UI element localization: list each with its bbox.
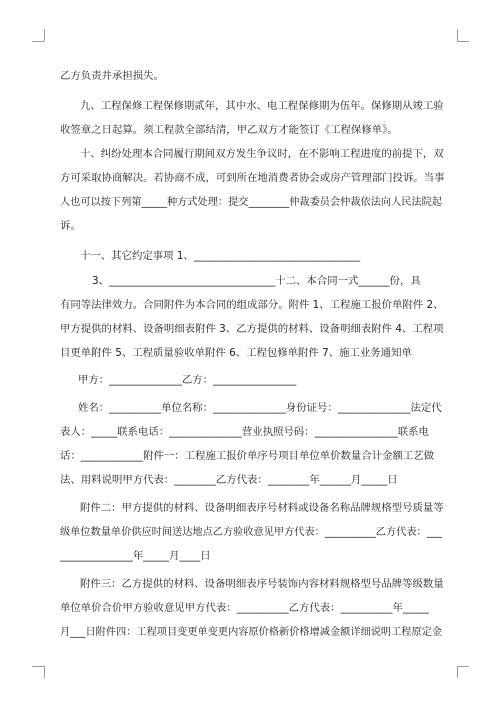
body-line-18: 附件二：甲方提供的材料、设备明细表序号材料或设备名称品牌规格型号质量等 [80, 502, 444, 514]
crop-mark-top-right-v [457, 29, 458, 41]
body-line-17: 法、用料说明甲方代表：________乙方代表：________年______月_____日 [60, 474, 398, 486]
crop-mark-bottom-right-v [457, 666, 458, 678]
crop-mark-top-left-v [44, 29, 45, 41]
body-line-8: 十一、其它约定事项 1、________________________________ [80, 250, 361, 262]
body-line-3: 收签章之日起算。须工程款全部结清，甲乙双方才能签订《工程保修单》。 [60, 124, 398, 136]
body-line-7: 诉。 [60, 220, 81, 232]
crop-mark-bottom-right-h [457, 666, 469, 667]
body-line-23: 月___日附件四：工程项目变更单变更内容原价格新价格增减金额详细说明工程原定金 [60, 627, 443, 638]
body-line-12: 目更单附件 5、工程质量验收单附件 6、工程包修单附件 7、施工业务通知单 [60, 347, 412, 359]
body-line-1: 乙方负责并承担损失。 [60, 70, 164, 82]
body-line-14: 姓名：__________单位名称：______________身份证号：______________法定代 [78, 402, 442, 414]
body-line-4: 十、纠纷处理本合同履行期间双方发生争议时，在不影响工程进度的前提下，双 [80, 148, 444, 160]
crop-mark-bottom-left-v [44, 666, 45, 678]
body-line-22: 单位单价合价甲方验收意见甲方代表：__________乙方代表：__________年_____ [60, 602, 429, 614]
crop-mark-bottom-left-h [32, 666, 44, 667]
body-line-15: 表人：_____联系电话：______________营业执照号码：________________联系电 [60, 426, 429, 438]
body-line-9: 3、________________________________十二、本合同一式______份，具 [92, 275, 421, 287]
body-line-10: 有同等法律效力。合同附件为本合同的组成部分。附件 1、工程施工报价单附件 2、 [60, 299, 444, 311]
body-line-2: 九、工程保修工程保修期贰年，其中水、电工程保修期为伍年。保修期从竣工验 [80, 100, 444, 112]
body-line-6: 人也可以按下列第_____种方式处理：提交________仲裁委员会仲裁依法向人民法院起 [60, 197, 443, 208]
body-line-21: 附件三：乙方提供的材料、设备明细表序号装饰内容材料规格型号品牌等级数量 [80, 578, 444, 590]
body-line-19: 级单位数量单价供应时间送达地点乙方验收意见甲方代表：__________乙方代表：___ [60, 527, 443, 538]
body-line-5: 方可采取协商解决。若协商不成，可到所在地消费者协会或房产管理部门投诉。当事 [60, 172, 445, 184]
crop-mark-top-right-h [457, 41, 469, 42]
crop-mark-top-left-h [32, 41, 44, 42]
body-line-13: 甲方：______________乙方：________________ [78, 374, 297, 386]
body-line-11: 甲方提供的材料、设备明细表附件 3、乙方提供的材料、设备明细表附件 4、工程项 [60, 323, 444, 335]
body-line-20: ______________年_____月____日 [60, 550, 211, 562]
body-line-16: 话：____________附件一：工程施工报价单序号项目单位单价数量合计金额工艺做 [60, 450, 435, 462]
